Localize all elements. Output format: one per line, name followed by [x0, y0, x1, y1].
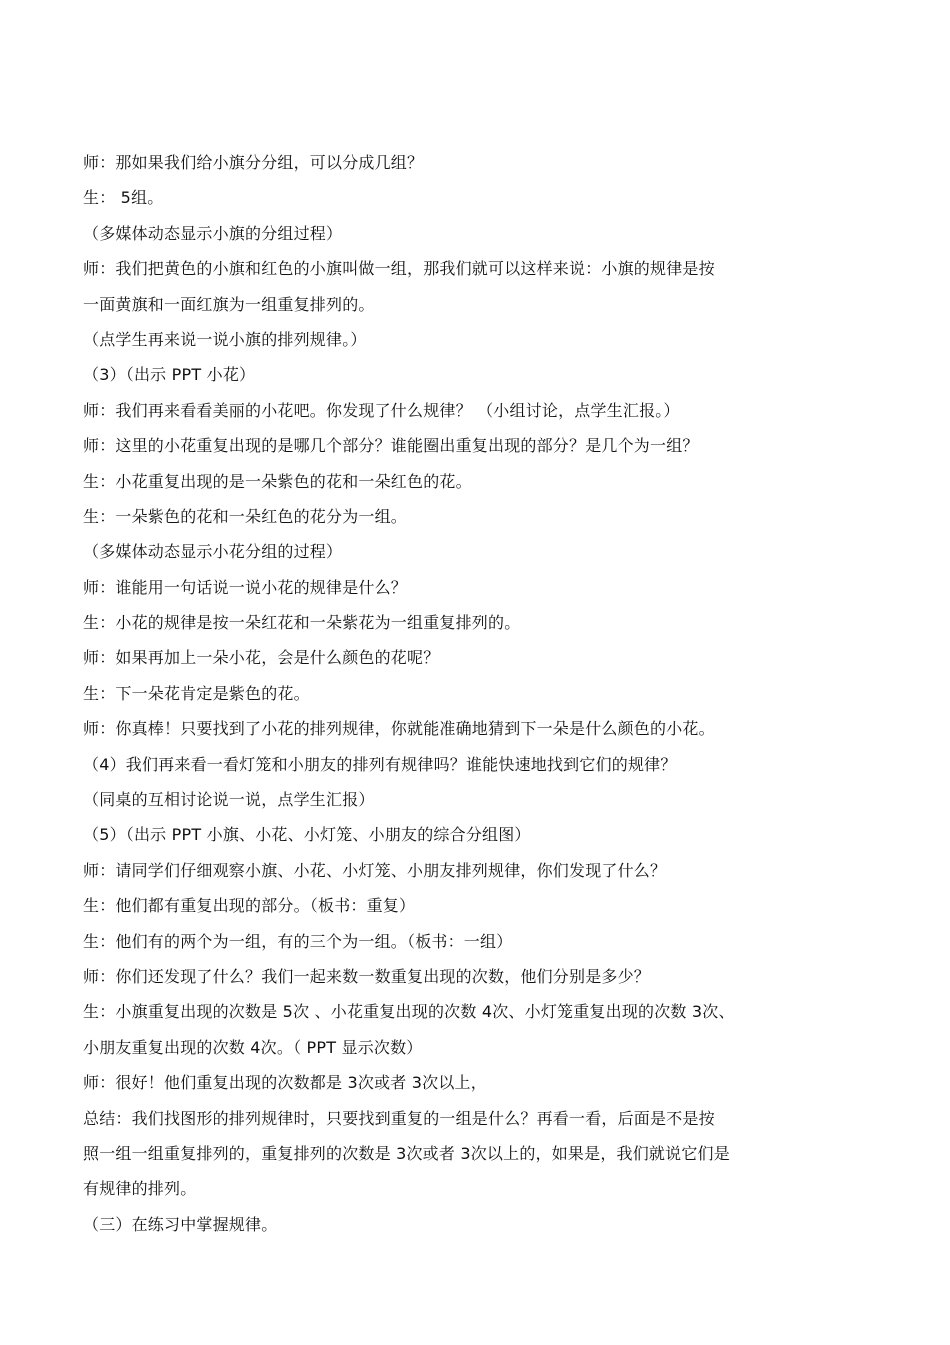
text-line: 师：这里的小花重复出现的是哪几个部分？谁能圈出重复出现的部分？是几个为一组？	[83, 436, 699, 456]
text-line: 生：小花重复出现的是一朵紫色的花和一朵红色的花。	[83, 471, 472, 491]
text-line: 师：如果再加上一朵小花，会是什么颜色的花呢？	[83, 648, 440, 668]
text-line: 生：他们有的两个为一组，有的三个为一组。（板书：一组）	[83, 931, 513, 951]
document-body	[83, 145, 863, 1242]
text-line: 生：下一朵花肯定是紫色的花。	[83, 683, 310, 703]
text-line: （点学生再来说一说小旗的排列规律。）	[83, 329, 367, 349]
text-line: （三）在练习中掌握规律。	[83, 1214, 278, 1234]
text-line: 师：那如果我们给小旗分分组，可以分成几组？	[83, 153, 424, 172]
text-line: （5）（出示 PPT 小旗、小花、小灯笼、小朋友的综合分组图）	[83, 825, 531, 845]
text-line: （同桌的互相讨论说一说，点学生汇报）	[83, 790, 375, 810]
text-line: 师：你们还发现了什么？我们一起来数一数重复出现的次数，他们分别是多少？	[83, 966, 651, 986]
text-line: 生：小花的规律是按一朵红花和一朵紫花为一组重复排列的。	[83, 613, 521, 633]
text-line: 师：你真棒！只要找到了小花的排列规律，你就能准确地猜到下一朵是什么颜色的小花。	[83, 719, 715, 739]
text-line: （3）（出示 PPT 小花）	[83, 365, 256, 385]
text-line: 总结：我们找图形的排列规律时，只要找到重复的一组是什么？再看一看，后面是不是按	[83, 1108, 715, 1128]
text-line: 师：很好！他们重复出现的次数都是 3次或者 3次以上，	[83, 1073, 487, 1093]
text-line: 生：一朵紫色的花和一朵红色的花分为一组。	[83, 506, 408, 526]
text-line: 师：谁能用一句话说一说小花的规律是什么？	[83, 577, 408, 597]
text-line: 生： 5组。	[83, 188, 164, 208]
text-line: （多媒体动态显示小旗的分组过程）	[83, 223, 343, 243]
text-line: 师：我们把黄色的小旗和红色的小旗叫做一组，那我们就可以这样来说：小旗的规律是按	[83, 259, 715, 279]
text-line: 师：我们再来看看美丽的小花吧。你发现了什么规律？ （小组讨论，点学生汇报。）	[83, 400, 680, 420]
text-line: 照一组一组重复排列的，重复排列的次数是 3次或者 3次以上的，如果是，我们就说它们是	[83, 1143, 730, 1163]
text-line: 生：小旗重复出现的次数是 5次 、小花重复出现的次数 4次、小灯笼重复出现的次数 3次、	[83, 1002, 735, 1022]
text-line: 有规律的排列。	[83, 1179, 197, 1199]
text-line: 生：他们都有重复出现的部分。（板书：重复）	[83, 896, 416, 916]
text-line: （4）我们再来看一看灯笼和小朋友的排列有规律吗？谁能快速地找到它们的规律？	[83, 754, 677, 774]
text-line: 小朋友重复出现的次数 4次。（ PPT 显示次数）	[83, 1037, 423, 1057]
text-line: 师：请同学们仔细观察小旗、小花、小灯笼、小朋友排列规律，你们发现了什么？	[83, 860, 667, 880]
text-line: （多媒体动态显示小花分组的过程）	[83, 542, 343, 562]
text-line: 一面黄旗和一面红旗为一组重复排列的。	[83, 294, 375, 314]
